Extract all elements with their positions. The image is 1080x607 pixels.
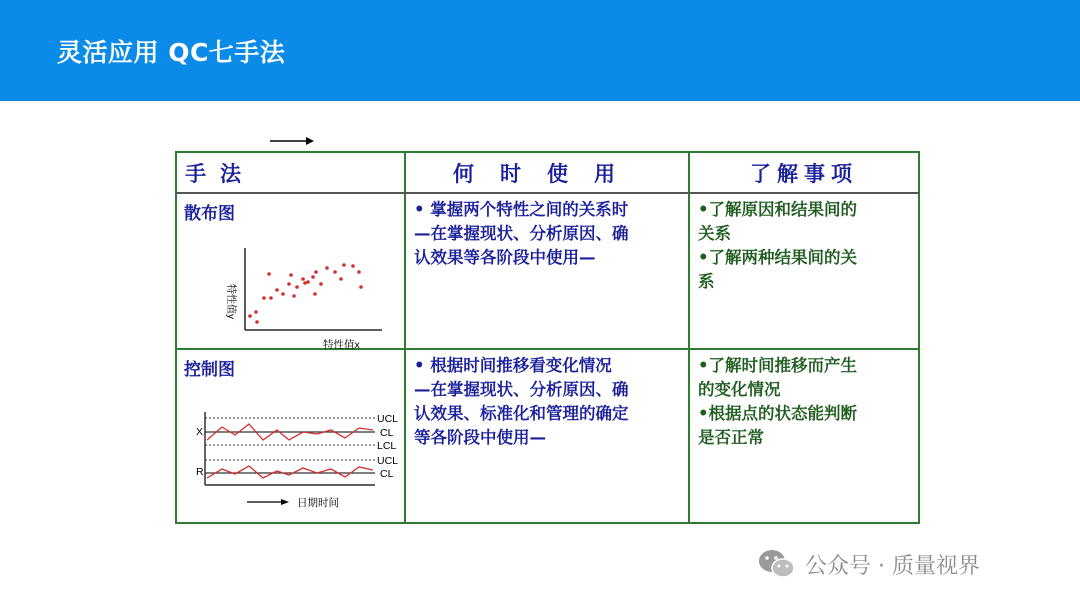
scatter-chart: [177, 224, 402, 350]
scatter-point: [281, 292, 285, 296]
scatter-point: [267, 272, 271, 276]
scatter-point: [314, 270, 318, 274]
when-line: • 根据时间推移看变化情况: [414, 356, 612, 375]
lcl-label: LCL: [377, 440, 397, 452]
scatter-point: [311, 275, 315, 279]
wechat-icon: [757, 547, 797, 581]
watermark-text: 公众号 · 质量视界: [805, 553, 980, 579]
know-line: 是否正常: [698, 428, 764, 447]
page-title: 灵活应用 QC七手法: [57, 38, 286, 67]
scatter-point: [325, 266, 329, 270]
scatter-ylabel: 特性值y: [225, 284, 236, 319]
scatter-point: [287, 282, 291, 286]
scatter-point: [306, 280, 310, 284]
when-line: —在掌握现状、分析原因、确: [414, 224, 629, 243]
scatter-point: [359, 285, 363, 289]
header-when: 何时使用: [405, 152, 689, 193]
know-line: •了解时间推移而产生: [698, 356, 858, 375]
know-line: •了解两种结果间的关: [698, 248, 858, 267]
know-line: •了解原因和结果间的: [698, 200, 858, 219]
r-label: R: [196, 466, 204, 478]
scatter-point: [313, 292, 317, 296]
cl-label: CL: [380, 427, 394, 439]
when-cell-scatter: [405, 193, 689, 349]
method-name: 散布图: [184, 204, 235, 224]
know-line: 系: [698, 272, 715, 291]
when-line: 认效果、标准化和管理的确定: [414, 404, 629, 423]
scatter-point: [342, 263, 346, 267]
scatter-point: [269, 296, 273, 300]
scatter-point: [333, 270, 337, 274]
know-line: 的变化情况: [698, 380, 781, 399]
x-label: X: [196, 426, 204, 438]
know-cell-control: [689, 349, 919, 523]
ucl-label: UCL: [377, 413, 399, 425]
know-cell-scatter: [689, 193, 919, 349]
scatter-point: [289, 273, 293, 277]
table-row-control: [176, 349, 919, 523]
header-bar: [0, 0, 1080, 101]
qc-methods-table: [175, 151, 920, 524]
arrow-icon: [270, 136, 314, 146]
table-header-row: [176, 152, 919, 193]
scatter-point: [292, 294, 296, 298]
scatter-points: [248, 263, 363, 324]
method-name: 控制图: [184, 360, 235, 380]
method-cell-control: [176, 349, 405, 523]
date-label: 日期时间: [297, 497, 339, 509]
when-line: 等各阶段中使用—: [414, 428, 546, 447]
know-line: 关系: [698, 224, 731, 243]
scatter-point: [254, 310, 258, 314]
scatter-point: [248, 314, 252, 318]
scatter-point: [295, 285, 299, 289]
header-know: 了解事项: [689, 152, 919, 193]
scatter-point: [262, 296, 266, 300]
scatter-xlabel: 特性值x: [323, 339, 360, 350]
scatter-point: [351, 264, 355, 268]
scatter-point: [255, 320, 259, 324]
when-line: —在掌握现状、分析原因、确: [414, 380, 629, 399]
r-series: [207, 466, 373, 478]
when-line: • 掌握两个特性之间的关系时: [414, 200, 629, 219]
table-row-scatter: [176, 193, 919, 349]
scatter-point: [357, 270, 361, 274]
when-cell-control: [405, 349, 689, 523]
scatter-point: [339, 277, 343, 281]
control-chart: [177, 380, 402, 520]
scatter-point: [275, 288, 279, 292]
method-cell-scatter: [176, 193, 405, 349]
ucl-label: UCL: [377, 455, 399, 467]
when-line: 认效果等各阶段中使用—: [414, 248, 596, 267]
cl-label: CL: [380, 468, 394, 480]
watermark: [757, 546, 980, 582]
know-line: •根据点的状态能判断: [698, 404, 858, 423]
scatter-point: [301, 277, 305, 281]
scatter-point: [319, 282, 323, 286]
header-method: 手法: [176, 152, 405, 193]
